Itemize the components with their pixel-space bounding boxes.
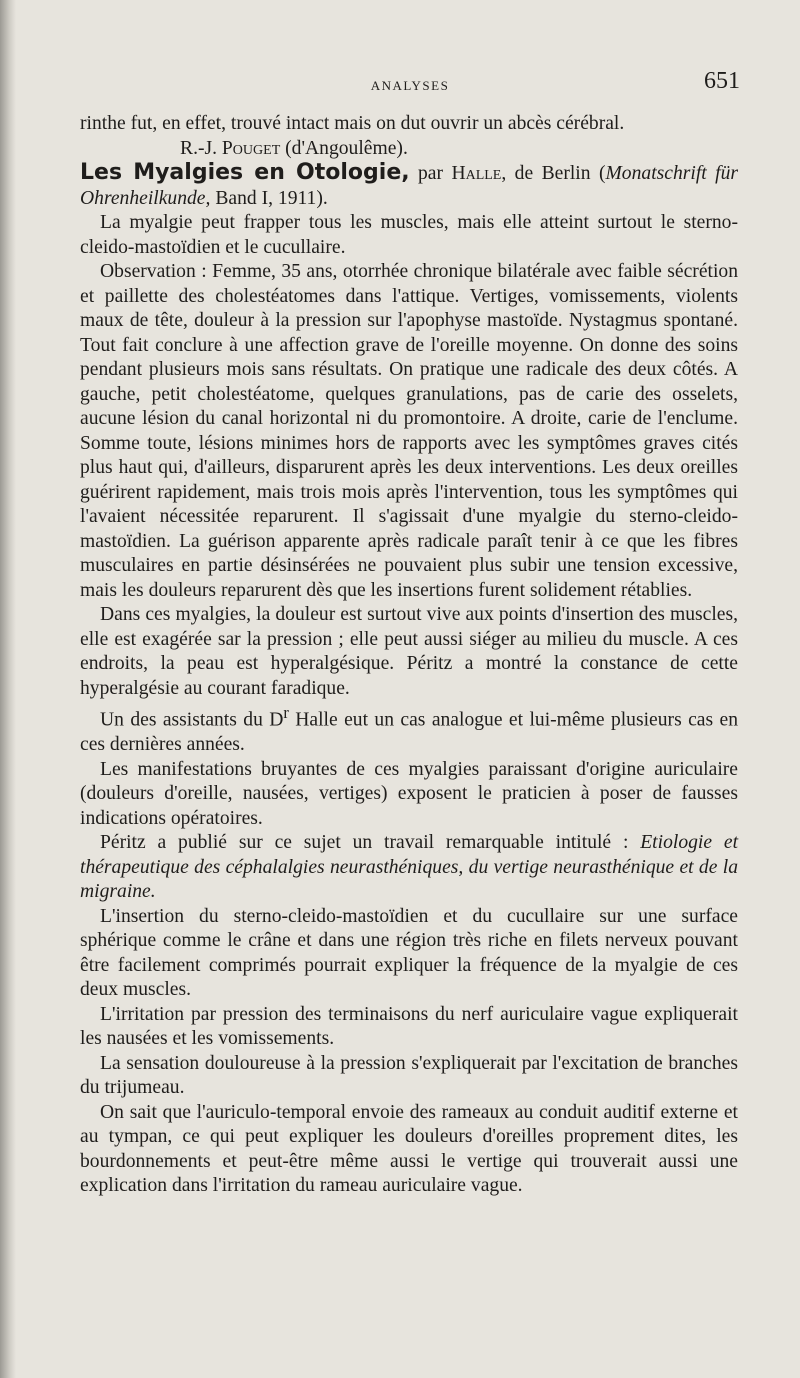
article-origin: de Berlin ( xyxy=(514,163,606,184)
paragraph: L'insertion du sterno-cleido-mastoïdien et du cucullaire sur une surface sphérique comme le crâne et dans une région très riche en filets nerveux pouvant être facilement comprimés pourrait expliquer la fréquence de la myalgie de ces deux muscles. xyxy=(80,905,738,1001)
signature-name: R.-J. Pouget xyxy=(180,137,281,159)
paragraph: Dans ces myalgies, la douleur est surtout vive aux points d'insertion des muscles, elle est exagérée sar la pression ; elle peut aussi siéger au milieu du muscle. A ces endroits, la peau est hyperalgésique. Péritz a montré la constance de cette hyperalgésie au courant faradique. xyxy=(80,604,738,699)
paragraph xyxy=(80,701,738,758)
paragraph-text: Halle eut un cas analogue et lui-même plusieurs cas en ces dernières années. xyxy=(80,709,738,756)
article-journal: Monatschrift für Ohrenheilkunde, xyxy=(80,163,738,209)
cited-work-title: Etiologie et thérapeutique des céphalalgies neurasthéniques, du vertige neurasthénique et de la migraine. xyxy=(80,832,739,903)
signature-place: (d'Angoulême). xyxy=(285,137,408,159)
page-body xyxy=(80,112,738,1199)
paragraph: La sensation douloureuse à la pression s'expliquerait par l'excitation de branches du trijumeau. xyxy=(80,1052,738,1099)
article-by: par xyxy=(418,163,444,184)
paragraph: Observation : Femme, 35 ans, otorrhée chronique bilatérale avec faible sécrétion et paillette des cholestéatomes dans l'attique. Vertiges, vomissements, violents maux de tête, douleur à la pression sur l'apophyse mastoïde. Nystagmus spontané. Tout fait conclure à une affection grave de l'oreille moyenne. On donne des soins pendant plusieurs mois sans résultats. On pratique une radicale des deux côtés. A gauche, petit cholestéatome, quelques granulations, pas de carie des osselets, aucune lésion du canal horizontal ni du promontoire. A droite, carie de l'enclume. Somme toute, lésions minimes hors de rapports avec les symptômes graves cités plus haut qui, d'ailleurs, disparurent après les deux interventions. Les deux oreilles guérirent rapidement, mais trois mois après l'intervention, tous les symptômes qui l'avaient nécessitée reparurent. Il s'agissait d'une myalgie du sterno-cleido-mastoïdien. La guérison apparente après radicale paraît tenir à ce que les fibres musculaires en partie désinsérées ne pouvaient plus subir une tension excessive, mais les douleurs reparurent dès que les insertions furent solidement rétablies. xyxy=(80,261,738,601)
article-volume: Band I, 1911). xyxy=(215,187,328,209)
page-number: 651 xyxy=(704,68,740,94)
article-author: Halle, xyxy=(451,163,507,184)
paragraph xyxy=(80,831,738,905)
paragraph: Les manifestations bruyantes de ces myalgies paraissant d'origine auriculaire (douleurs d'oreille, nausées, vertiges) exposent le praticien à poser de fausses indications opératoires. xyxy=(80,758,738,829)
page-header xyxy=(80,68,740,98)
paragraph: La myalgie peut frapper tous les muscles, mais elle atteint surtout le sterno-cleido-mastoïdien et le cucullaire. xyxy=(80,212,738,258)
paragraph-text: Un des assistants du D xyxy=(100,709,284,731)
previous-article-ending: rinthe fut, en effet, trouvé intact mais on dut ouvrir un abcès cérébral. xyxy=(80,113,625,134)
article-heading xyxy=(80,161,738,211)
paragraph: On sait que l'auriculo-temporal envoie des rameaux au conduit auditif externe et au tympan, ce qui peut expliquer les douleurs d'oreilles proprement dites, les bourdonnements et peut-être même aussi le vertige qui trouverait aussi une explication dans l'irritation du rameau auriculaire vague. xyxy=(80,1101,738,1197)
paragraph: L'irritation par pression des terminaisons du nerf auriculaire vague expliquerait les nausées et les vomissements. xyxy=(80,1003,738,1050)
previous-article-signature xyxy=(80,137,738,162)
page-binding-shadow xyxy=(0,0,16,1378)
running-title: ANALYSES xyxy=(370,78,450,93)
superscript: r xyxy=(283,703,289,722)
paragraph-text: Péritz a publié sur ce sujet un travail remarquable intitulé : xyxy=(100,832,641,854)
article-title: Les Myalgies en Otologie, xyxy=(80,160,410,185)
